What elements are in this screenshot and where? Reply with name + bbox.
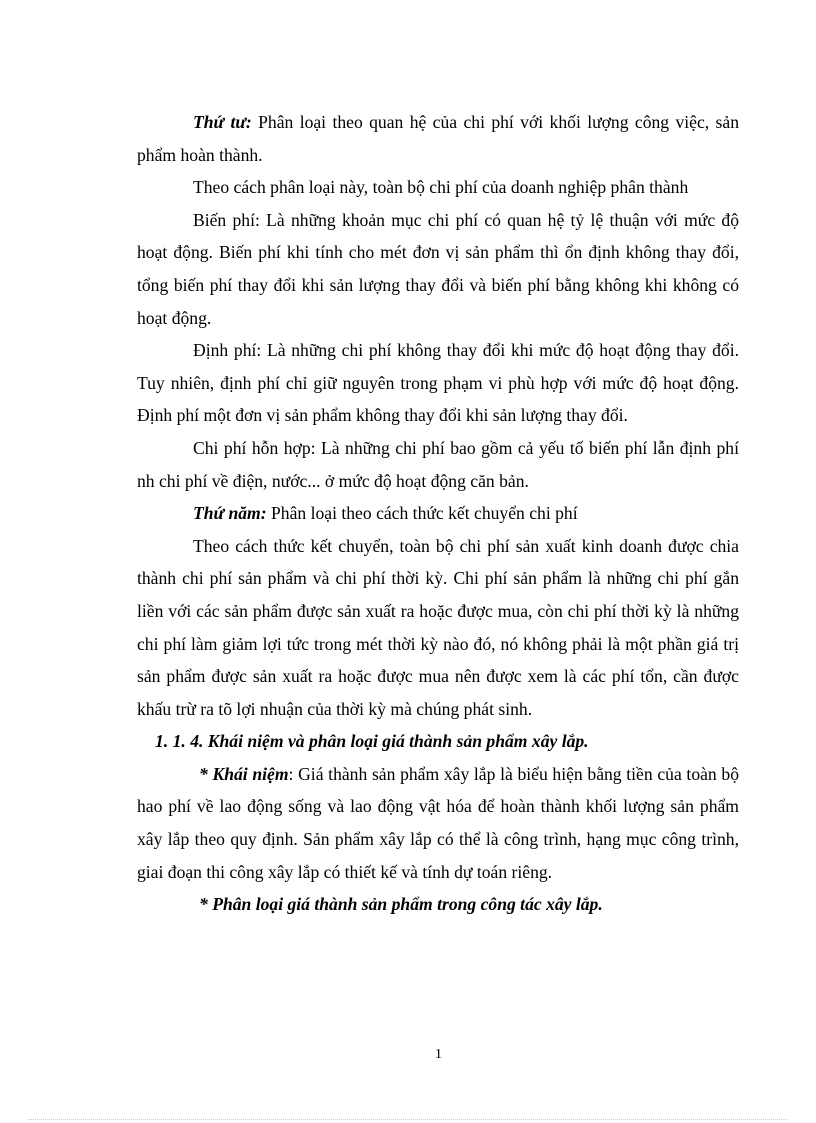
paragraph-lead: Thứ năm:: [193, 503, 267, 524]
paragraph-text: Phân loại theo quan hệ của chi phí với khối lượng công việc, sản phẩm hoàn thành.: [137, 112, 740, 165]
sub-heading: * Phân loại giá thành sản phẩm trong công tác xây lắp.: [199, 894, 603, 915]
page-divider: [28, 1119, 788, 1120]
paragraph-concept: [137, 758, 739, 888]
document-body: [137, 106, 739, 921]
paragraph-variable-cost: [137, 204, 739, 334]
concept-lead: * Khái niệm: [199, 763, 289, 784]
paragraph-intro: [137, 171, 739, 204]
paragraph-classification-five: [137, 497, 739, 530]
paragraph-classification-four: [137, 106, 739, 171]
paragraph-fixed-cost: [137, 334, 739, 432]
paragraph-text: Chi phí hỗn hợp: Là những chi phí bao gồm cả yếu tố biến phí lẫn định phí nh chi phí về điện, nước... ở mức độ hoạt động căn bản.: [137, 437, 739, 491]
paragraph-text: Định phí: Là những chi phí không thay đổi khi mức độ hoạt động thay đổi. Tuy nhiên, định phí chỉ giữ nguyên trong phạm vi phù hợp với mức độ hoạt động. Định phí một đơn vị sản phẩm không thay đổi khi sản lượng thay đổi.: [137, 340, 739, 426]
paragraph-mixed-cost: [137, 432, 739, 497]
paragraph-text: Theo cách thức kết chuyển, toàn bộ chi phí sản xuất kinh doanh được chia thành chi phí sản phẩm và chi phí thời kỳ. Chi phí sản phẩm là những chi phí gắn liền với các sản phẩm được sản xuất ra hoặc được mua, còn chi phí thời kỳ là những chi phí làm giảm lợi tức trong mét thời kỳ nào đó, nó không phải là một phần giá trị sản phẩm được sản xuất ra hoặc được mua nên được xem là các phí tổn, cần được khấu trừ ra tõ lợi nhuận của thời kỳ mà chúng phát sinh.: [137, 535, 739, 719]
paragraph-text: Phân loại theo cách thức kết chuyển chi phí: [266, 503, 578, 524]
paragraph-text: Theo cách phân loại này, toàn bộ chi phí của doanh nghiệp phân thành: [193, 177, 689, 198]
paragraph-text: Biến phí: Là những khoản mục chi phí có quan hệ tỷ lệ thuận với mức độ hoạt động. Biến phí khi tính cho mét đơn vị sản phẩm thì ổn định không thay đổi, tổng biến phí thay đổi khi sản lượng thay đổi và biến phí bằng không khi không có hoạt động.: [137, 209, 739, 328]
section-heading: 1. 1. 4. Khái niệm và phân loại giá thành sản phẩm xây lắp.: [155, 731, 589, 752]
concept-text: : Giá thành sản phẩm xây lắp là biểu hiện bằng tiền của toàn bộ hao phí về lao động sống và lao động vật hóa để hoàn thành khối lượng sản phẩm xây lắp theo quy định. Sản phẩm xây lắp có thể là công trình, hạng mục công trình, giai đoạn thi công xây lắp có thiết kế và tính dự toán riêng.: [137, 763, 739, 882]
paragraph-lead: Thứ tư:: [193, 112, 252, 132]
page-number: 1: [435, 1047, 442, 1062]
paragraph-transfer-method: [137, 530, 739, 726]
